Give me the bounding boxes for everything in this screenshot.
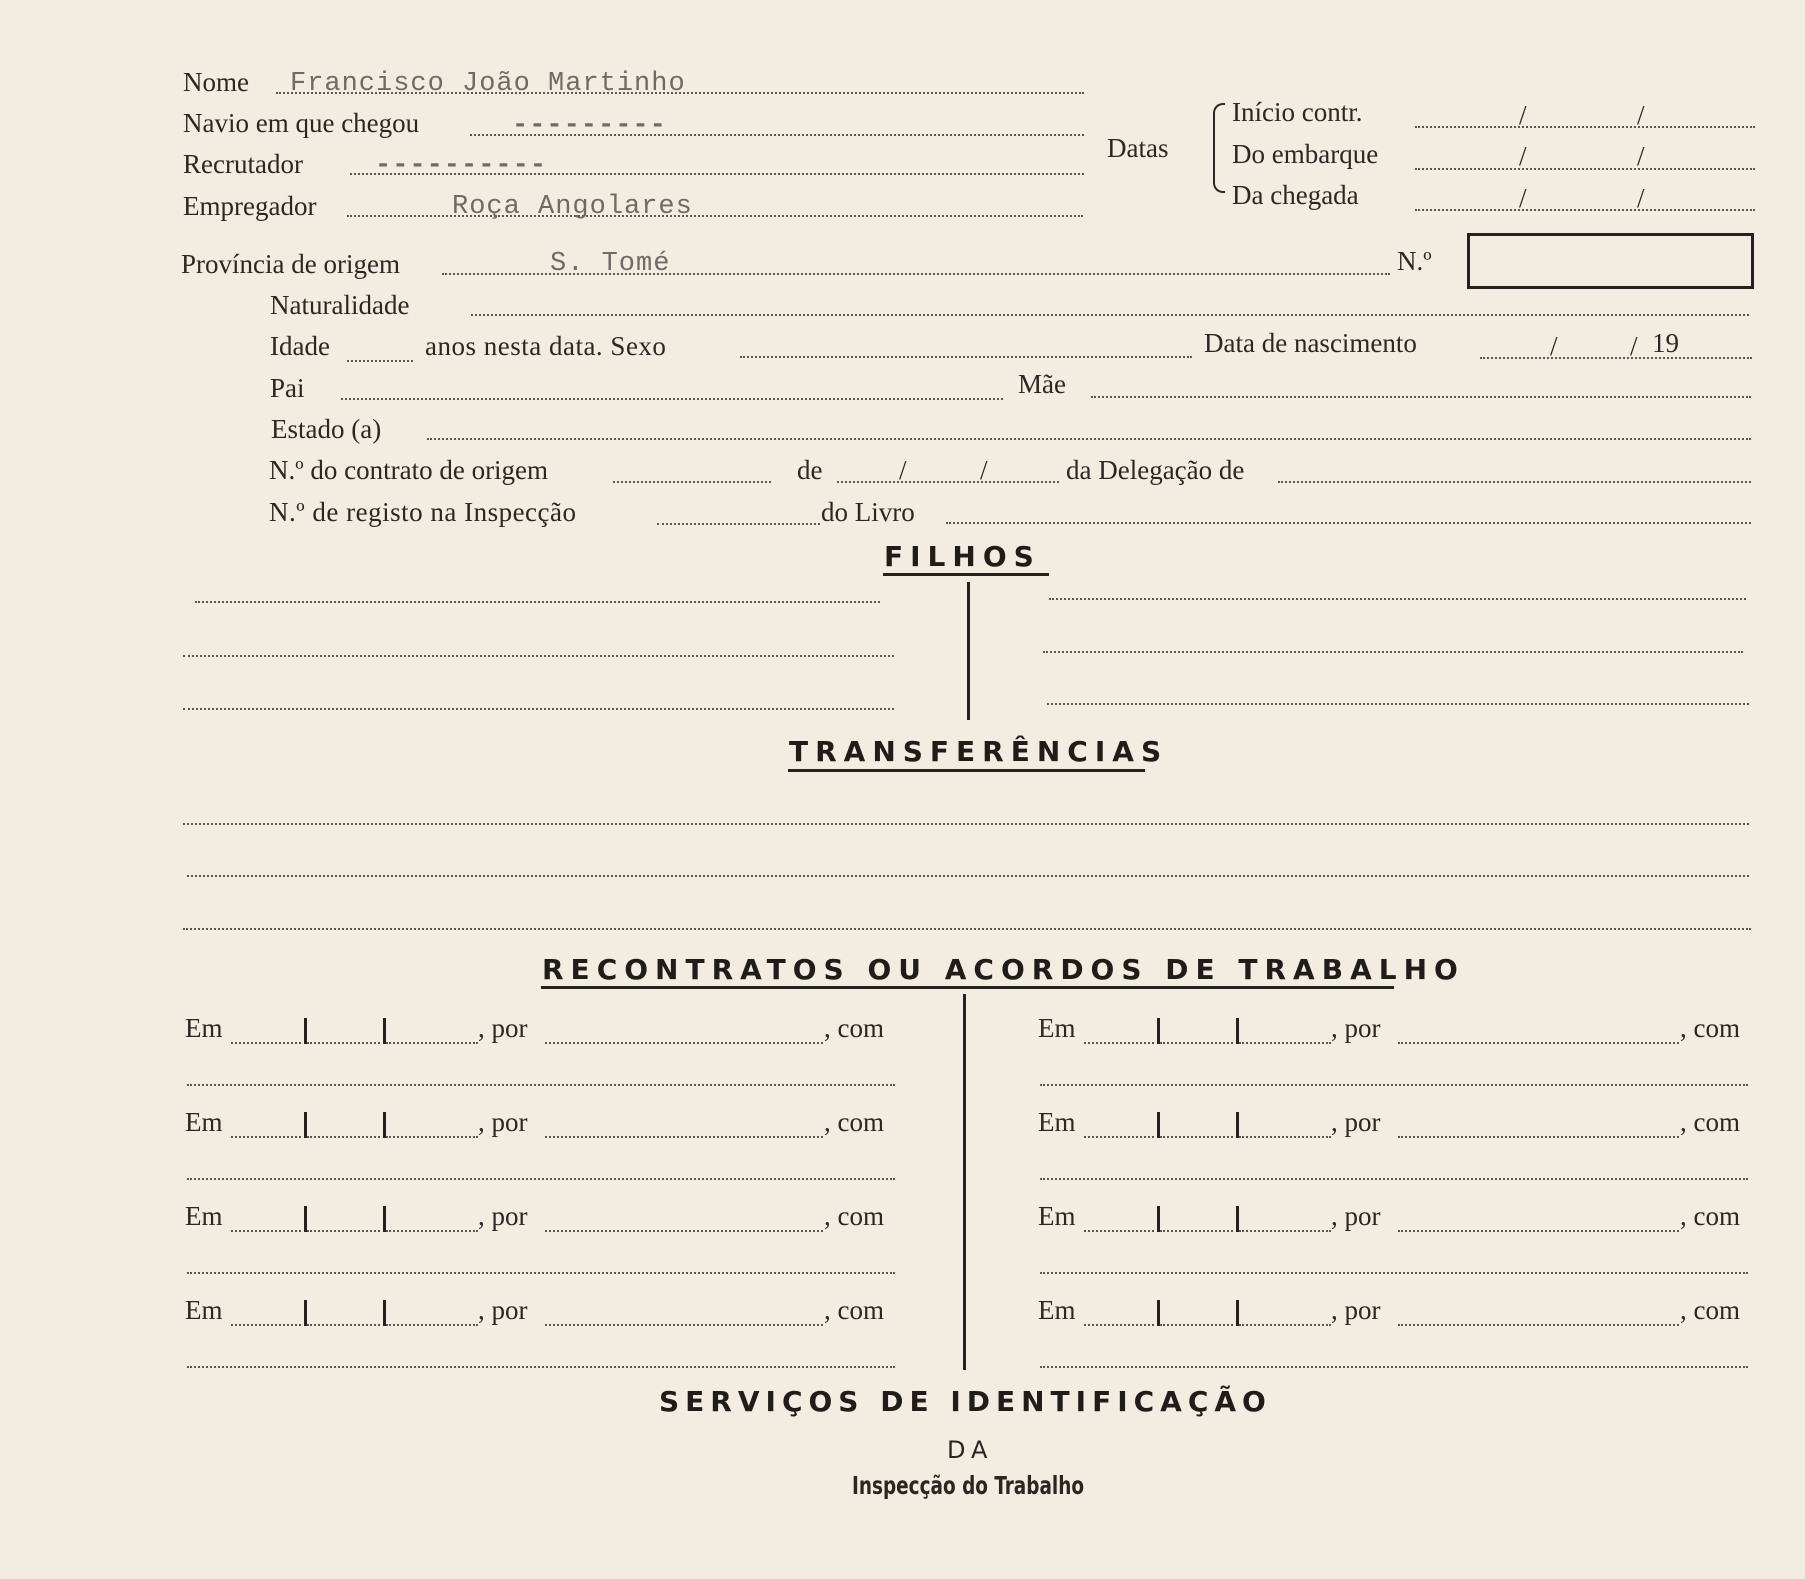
contrato-label: N.º do contrato de origem [269,455,549,485]
delegacao-label: da Delegação de [1066,455,1245,485]
datas-brace [1213,103,1225,193]
anos-sexo-label: anos nesta data. Sexo [425,331,667,361]
transferencias-line-1 [183,823,1749,825]
recontrato-com-label: , com [824,1295,884,1325]
empregador-value: Roça Angolares [452,192,693,222]
recontrato-date-separator [304,1112,307,1138]
recontrato-date-separator [383,1300,386,1326]
filhos-right-line-1 [1049,598,1746,600]
recontrato-com-label: , com [1680,1201,1740,1231]
recontrato-em-label: Em [185,1201,223,1231]
recontrato-year-line [386,1042,478,1044]
filhos-underline [883,573,1049,576]
nome-label: Nome [183,67,249,97]
recontrato-em-label: Em [185,1295,223,1325]
recontrato-year-line [1239,1136,1331,1138]
recontrato-por-line [545,1230,823,1232]
recontrato-year-line [1239,1042,1331,1044]
delegacao-field-line [1278,481,1751,483]
filhos-left-line-3 [183,708,894,710]
recontrato-date-separator [383,1112,386,1138]
recontrato-year-line [386,1324,478,1326]
recontrato-por-label: , por [1331,1013,1381,1043]
recrutador-value: ---------- [375,151,548,181]
numero-label: N.º [1397,246,1432,276]
filhos-right-line-2 [1043,651,1743,653]
transferencias-line-3 [183,928,1751,930]
nascimento-year: 19 [1652,328,1679,358]
recontrato-por-line [545,1042,823,1044]
recontrato-month-line [307,1136,380,1138]
nome-value: Francisco João Martinho [290,69,686,99]
filhos-heading: FILHOS [884,540,1041,573]
recontrato-month-line [1160,1230,1233,1232]
pai-field-line [341,398,1003,400]
transferencias-underline [788,769,1145,772]
estado-label: Estado (a) [271,414,382,444]
recontrato-em-label: Em [1038,1201,1076,1231]
recontrato-date-separator [383,1206,386,1232]
de-label: de [797,455,823,485]
idade-field-line [347,360,413,362]
recontrato-com-line [1040,1178,1748,1180]
recontrato-por-label: , por [478,1295,528,1325]
inicio-contr-label: Início contr. [1232,97,1363,127]
embarque-label: Do embarque [1232,139,1379,169]
transferencias-line-2 [187,875,1749,877]
registo-label: N.º de registo na Inspecção [269,497,577,527]
recontrato-por-line [1398,1324,1679,1326]
provincia-label: Província de origem [181,249,400,279]
recontrato-year-line [1239,1324,1331,1326]
recontratos-underline [541,986,1394,989]
filhos-left-line-1 [195,601,880,603]
recontrato-day-line [1084,1136,1154,1138]
recontrato-com-line [187,1084,895,1086]
recontrato-year-line [386,1136,478,1138]
naturalidade-field-line [471,314,1749,316]
contrato-date-line [837,481,1059,483]
recontratos-divider [963,994,966,1370]
recontrato-com-label: , com [1680,1107,1740,1137]
recontrato-date-separator [1236,1206,1239,1232]
recontrato-por-label: , por [478,1013,528,1043]
numero-box [1467,233,1754,289]
recontrato-day-line [1084,1042,1154,1044]
mae-field-line [1091,396,1751,398]
recontrato-com-line [187,1178,895,1180]
recontrato-por-label: , por [1331,1295,1381,1325]
recontrato-month-line [307,1042,380,1044]
recontrato-year-line [386,1230,478,1232]
naturalidade-label: Naturalidade [270,290,410,320]
nascimento-field-line [1480,357,1752,359]
contrato-field-line [613,481,771,483]
mae-label: Mãe [1018,369,1066,399]
recontrato-day-line [231,1230,301,1232]
recontrato-com-label: , com [824,1013,884,1043]
recontrato-com-label: , com [824,1107,884,1137]
recontrato-em-label: Em [185,1107,223,1137]
livro-label: do Livro [821,497,915,527]
pai-label: Pai [270,373,305,403]
recontrato-date-separator [1236,1018,1239,1044]
recontrato-em-label: Em [1038,1013,1076,1043]
recontrato-com-label: , com [1680,1295,1740,1325]
recontrato-com-line [187,1366,895,1368]
recontrato-em-label: Em [1038,1295,1076,1325]
recontrato-por-line [1398,1136,1679,1138]
idade-label: Idade [270,331,330,361]
recontrato-day-line [231,1324,301,1326]
embarque-line [1415,168,1755,170]
estado-field-line [427,438,1751,440]
recontrato-por-line [1398,1230,1679,1232]
filhos-left-line-2 [183,655,894,657]
transferencias-heading: TRANSFERÊNCIAS [789,735,1169,768]
recontrato-por-line [545,1324,823,1326]
recontrato-month-line [1160,1136,1233,1138]
recontrato-month-line [307,1230,380,1232]
recontrato-date-separator [1157,1300,1160,1326]
inicio-contr-line [1415,126,1755,128]
recontrato-com-line [1040,1084,1748,1086]
recontrato-day-line [1084,1230,1154,1232]
filhos-right-line-3 [1047,703,1749,705]
recontrato-month-line [307,1324,380,1326]
recontrato-em-label: Em [1038,1107,1076,1137]
empregador-label: Empregador [183,191,317,221]
recontrato-por-label: , por [478,1107,528,1137]
recontrato-year-line [1239,1230,1331,1232]
recontrato-day-line [231,1042,301,1044]
recontrato-date-separator [1157,1206,1160,1232]
recontrato-por-line [1398,1042,1679,1044]
recontrato-em-label: Em [185,1013,223,1043]
recontrato-day-line [231,1136,301,1138]
livro-field-line [946,522,1751,524]
footer-inspeccao: Inspecção do Trabalho [852,1471,1085,1500]
recontrato-por-label: , por [1331,1107,1381,1137]
recontrato-day-line [1084,1324,1154,1326]
recontrato-month-line [1160,1042,1233,1044]
recontrato-date-separator [1236,1300,1239,1326]
recontrato-com-line [187,1272,895,1274]
footer-da: DA [947,1436,994,1464]
nascimento-label: Data de nascimento [1204,328,1417,358]
recontrato-com-label: , com [824,1201,884,1231]
identification-card: Nome Francisco João Martinho Navio em que chegou --------- Recrutador ---------- Empregador Roça Angolares Datas Início contr. / / Do embarque / / Da chegada / / Província de origem S. Tomé N.º Naturalidade Idade anos nesta data. Sexo Data de nascimento / / 19 Pai Mãe Estado (a) N.º do contrato de origem de / / da Delegação de N.º de registo na Inspecção do Livro FILHOS TRANSFERÊNCIAS RECONTRATOS OU ACORDOS DE TRABALHO Em , por , com Em , por , com Em , por , com Em , por , com Em , por , com Em , por , com Em , por , com Em , por , com SERVIÇOS DE IDENTIFICAÇÃO DA Inspecção do Trabalho [0,0,1805,1579]
navio-label: Navio em que chegou [183,108,420,138]
recontrato-com-label: , com [1680,1013,1740,1043]
recontrato-por-label: , por [1331,1201,1381,1231]
footer-servicos: SERVIÇOS DE IDENTIFICAÇÃO [659,1385,1272,1418]
recontrato-date-separator [1157,1112,1160,1138]
recontrato-por-label: , por [478,1201,528,1231]
recontrato-date-separator [383,1018,386,1044]
sexo-field-line [740,356,1192,358]
recontratos-heading: RECONTRATOS OU ACORDOS DE TRABALHO [542,953,1465,986]
recontrato-date-separator [1157,1018,1160,1044]
recontrato-date-separator [304,1300,307,1326]
recontrato-date-separator [304,1206,307,1232]
recontrato-por-line [545,1136,823,1138]
chegada-label: Da chegada [1232,180,1359,210]
recontrato-date-separator [304,1018,307,1044]
navio-value: --------- [512,111,667,141]
recrutador-label: Recrutador [183,149,303,179]
recontrato-com-line [1040,1366,1748,1368]
filhos-divider [967,582,970,720]
provincia-value: S. Tomé [550,249,671,279]
recontrato-month-line [1160,1324,1233,1326]
recontrato-date-separator [1236,1112,1239,1138]
chegada-line [1415,209,1755,211]
datas-label: Datas [1107,133,1169,163]
recontrato-com-line [1040,1272,1748,1274]
registo-field-line [657,523,820,525]
